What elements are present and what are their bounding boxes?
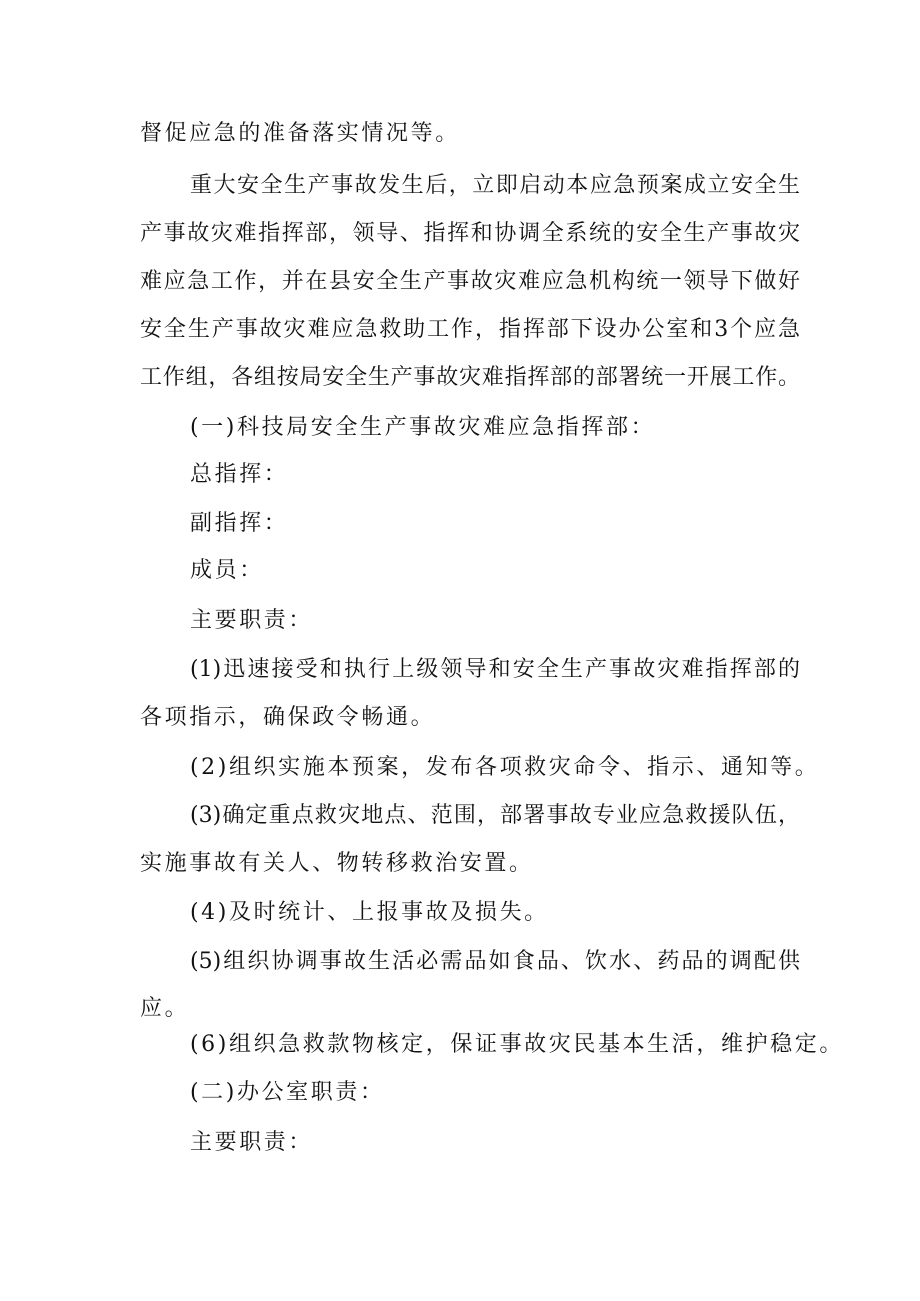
list-item-continued: 各项指示，确保政令畅通。 [140, 705, 436, 730]
field-label: 副指挥： [190, 511, 289, 536]
paragraph-line: 督促应急的准备落实情况等。 [140, 121, 460, 146]
list-item: (4)及时统计、上报事故及损失。 [190, 900, 549, 925]
subheading: 主要职责： [190, 608, 314, 633]
list-item: (1)迅速接受和执行上级领导和安全生产事故灾难指挥部的 [190, 657, 800, 682]
paragraph-line: 重大安全生产事故发生后，立即启动本应急预案成立安全生 [190, 173, 800, 198]
section-heading: (二)办公室职责： [190, 1080, 385, 1105]
list-item-continued: 实施事故有关人、物转移救治安置。 [140, 851, 534, 876]
list-item: (5)组织协调事故生活必需品如食品、饮水、药品的调配供 [190, 949, 800, 974]
list-item: (3)确定重点救灾地点、范围，部署事故专业应急救援队伍， [190, 803, 800, 828]
list-item-continued: 应。 [140, 996, 190, 1021]
list-item: (2)组织实施本预案，发布各项救灾命令、指示、通知等。 [190, 755, 820, 780]
field-label: 总指挥： [190, 462, 289, 487]
paragraph-line: 难应急工作，并在县安全生产事故灾难应急机构统一领导下做好 [140, 269, 800, 294]
subheading: 主要职责： [190, 1130, 314, 1155]
section-heading: (一)科技局安全生产事故灾难应急指挥部： [190, 415, 656, 440]
paragraph-line: 安全生产事故灾难应急救助工作，指挥部下设办公室和3个应急 [140, 317, 800, 342]
paragraph-line: 产事故灾难指挥部，领导、指挥和协调全系统的安全生产事故灾 [140, 221, 800, 246]
paragraph-line: 工作组，各组按局安全生产事故灾难指挥部的部署统一开展工作。 [140, 365, 800, 390]
list-item: (6)组织急救款物核定，保证事故灾民基本生活，维护稳定。 [190, 1032, 844, 1057]
field-label: 成员： [190, 558, 264, 583]
